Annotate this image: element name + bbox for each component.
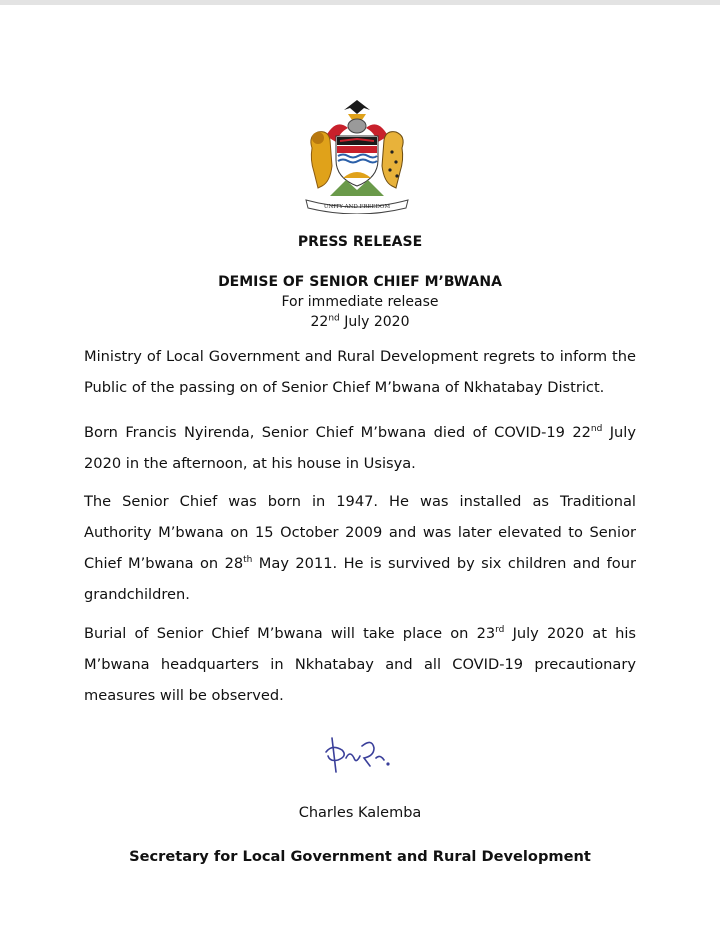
p2-text-after: July 2020 in the afternoon, at his house in Usisya. [84,424,636,472]
p2-text-before: Born Francis Nyirenda, Senior Chief M’bwana died of COVID-19 22 [84,424,591,441]
signatory-name: Charles Kalemba [298,805,422,821]
paragraph-announcement: Ministry of Local Government and Rural Development regrets to inform the Public of the passing on of Senior Chief M’bwana of Nkhatabay District. [84,348,636,396]
handwritten-signature [318,728,400,780]
release-note: For immediate release [281,294,439,310]
shield-icon [336,136,378,186]
p2-sup: nd [590,424,603,435]
p3-text-before: The Senior Chief was born in 1947. He was installed as Traditional Authority M’bwana on 15 October 2009 and was later elevated to Senior Chief M’bwana on 28 [84,493,636,572]
motto-text: UNITY AND FREEDOM [323,204,391,210]
date-day: 22 [310,314,329,330]
paragraph-biography [84,486,636,610]
top-border-strip [0,0,720,5]
press-release-label: PRESS RELEASE [297,234,423,250]
p3-sup: th [243,555,253,566]
document-title: DEMISE OF SENIOR CHIEF M’BWANA [218,274,502,290]
eagle-icon [344,100,370,120]
p4-text-after: July 2020 at his M’bwana headquarters in Nkhatabay and all COVID-19 precautionary measures will be observed. [84,625,636,704]
coat-of-arms-emblem [296,96,418,214]
leopard-icon [382,132,403,188]
date-rest: July 2020 [339,314,410,330]
paragraph-burial [84,618,636,711]
paragraph-death-details [84,417,636,479]
lion-icon [311,132,332,188]
p3-text-after: May 2011. He is survived by six children and four grandchildren. [84,555,636,603]
signatory-title: Secretary for Local Government and Rural Development [129,848,591,865]
date-suffix: nd [328,313,340,324]
release-date [0,314,720,330]
p4-sup: rd [495,625,505,636]
p4-text-before: Burial of Senior Chief M’bwana will take place on 23 [84,625,496,642]
